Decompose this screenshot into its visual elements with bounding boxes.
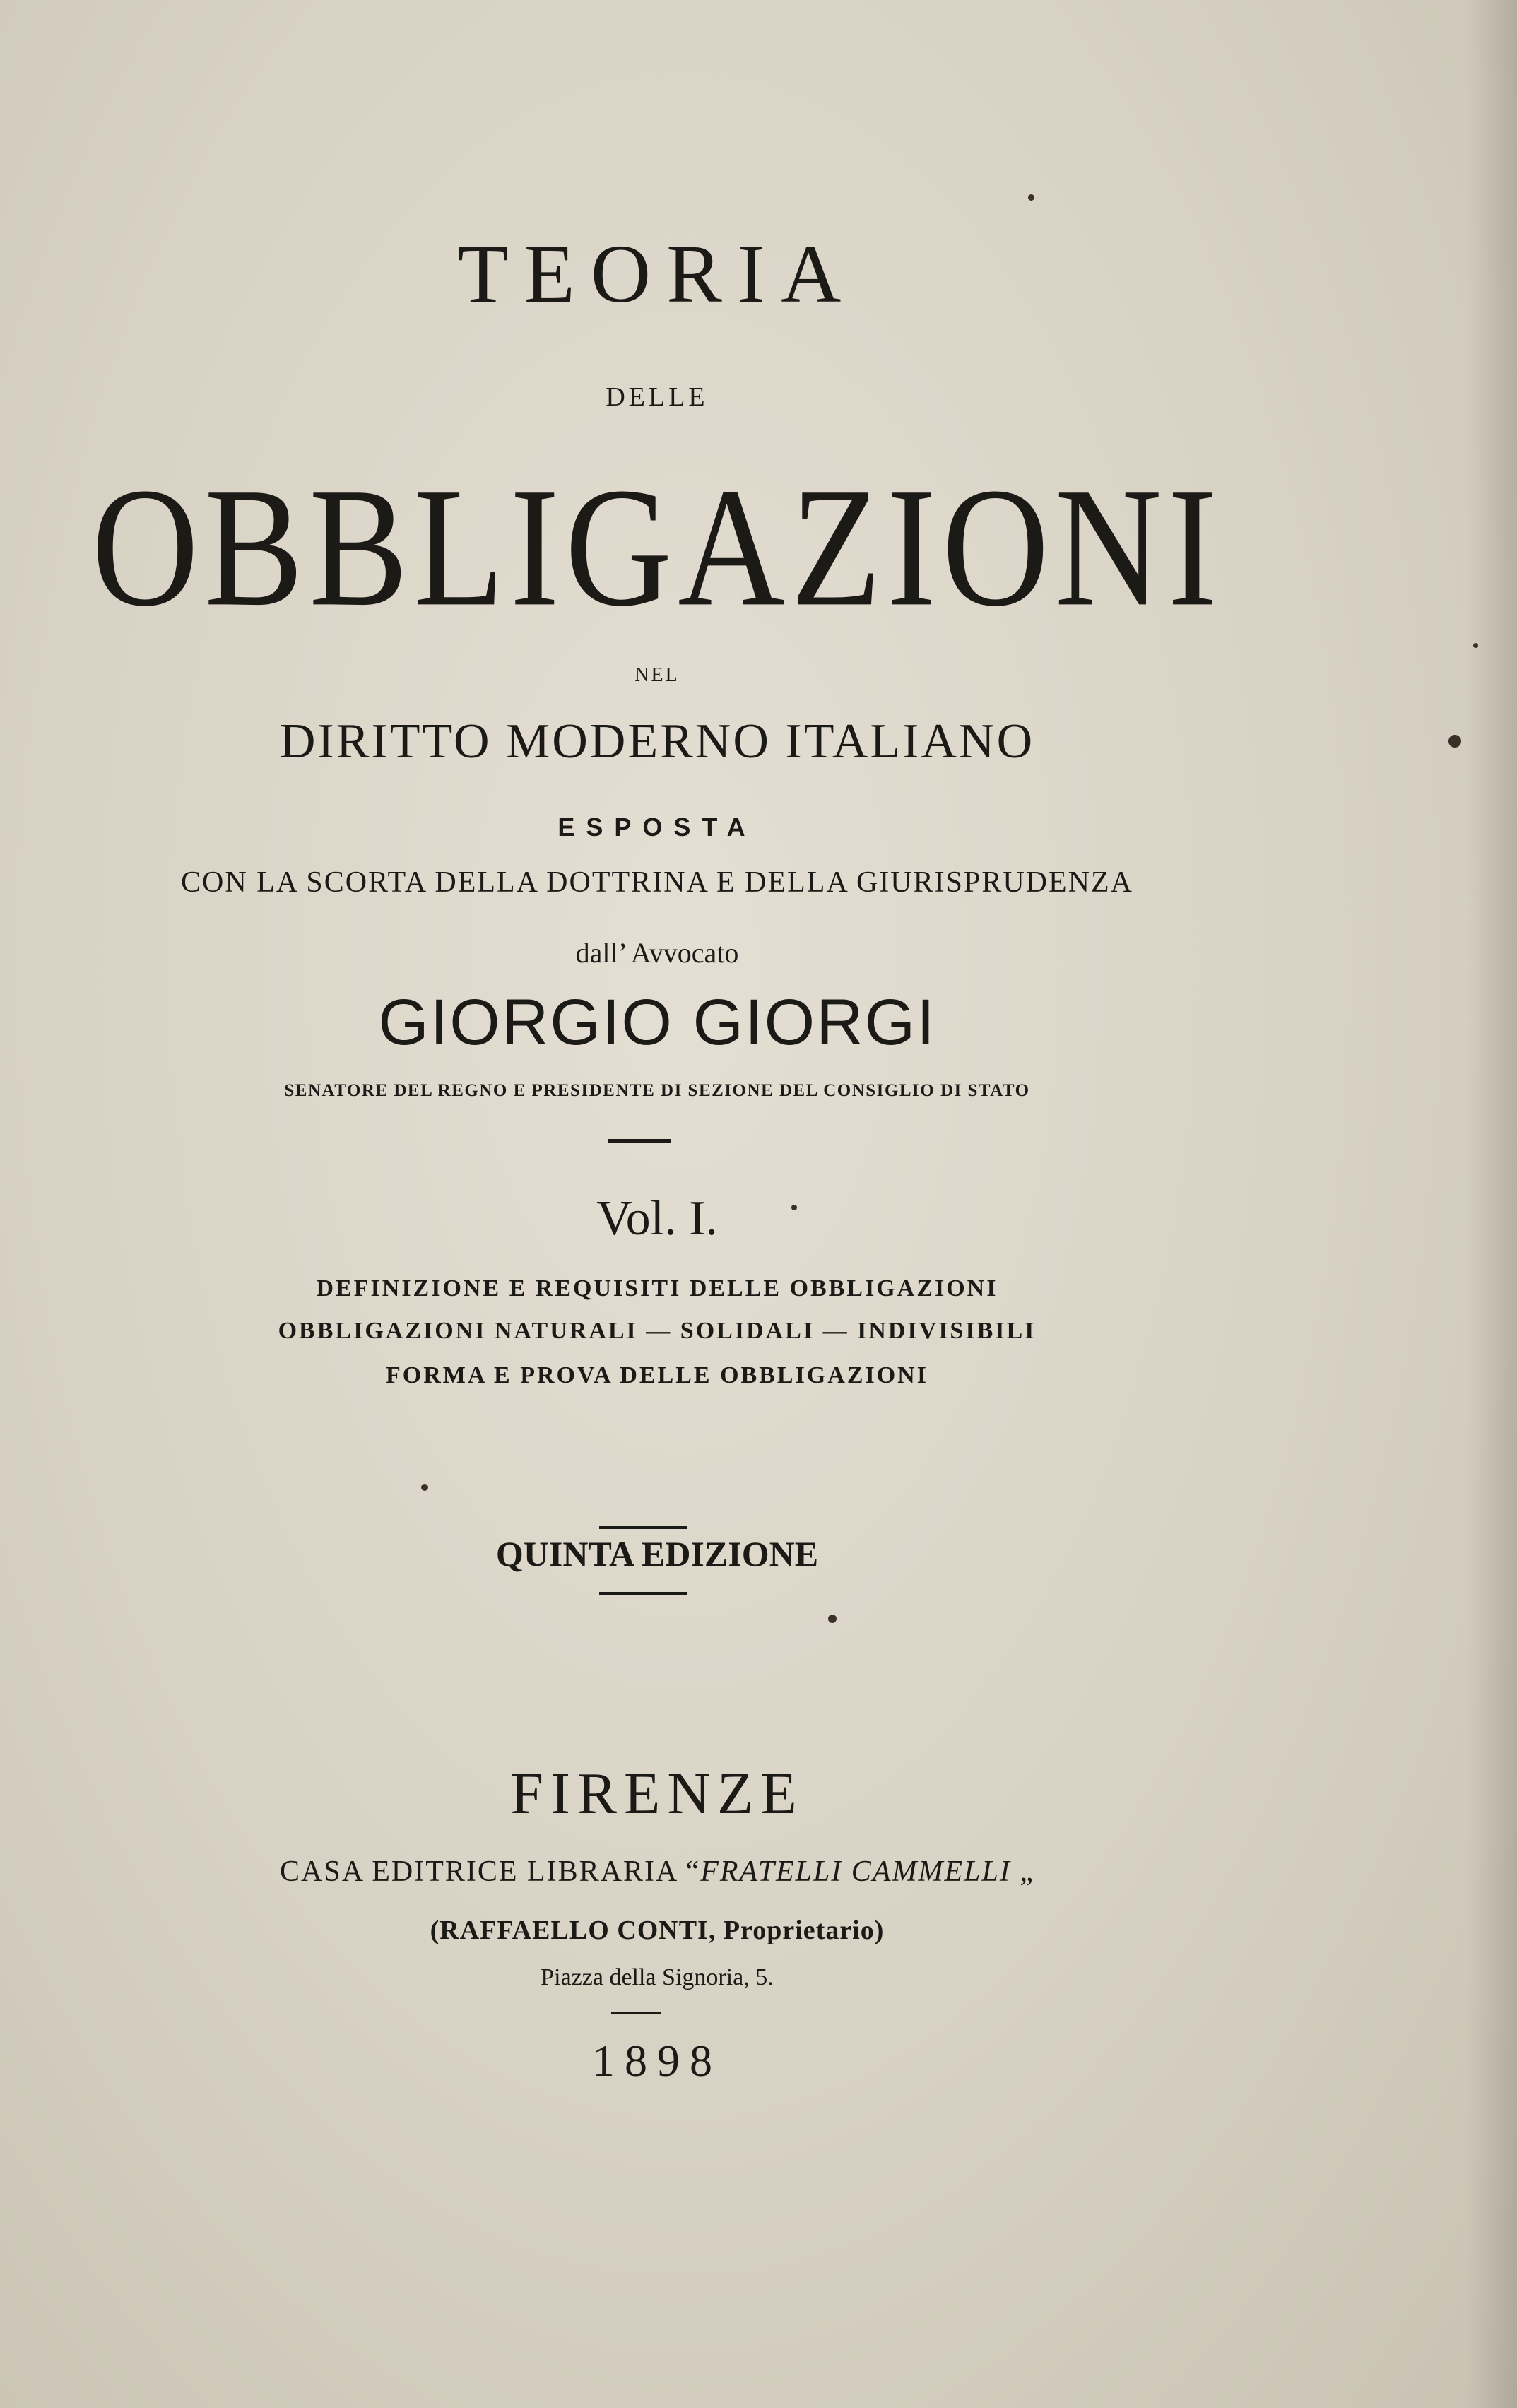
title-delle: DELLE (606, 382, 709, 412)
title-line-obbligazioni: OBBLIGAZIONI (91, 453, 1223, 642)
contents-line: OBBLIGAZIONI NATURALI — SOLIDALI — INDIVISIBILI (278, 1318, 1037, 1344)
foxing-spot (421, 1484, 428, 1491)
title-line-diritto: DIRITTO MODERNO ITALIANO (279, 714, 1035, 769)
publication-year: 1898 (592, 2036, 722, 2086)
foxing-spot (1448, 735, 1461, 748)
contents-line: DEFINIZIONE E REQUISITI DELLE OBBLIGAZIONI (316, 1275, 998, 1302)
foxing-spot (828, 1615, 837, 1623)
publisher-owner: (RAFFAELLO CONTI, Proprietario) (430, 1916, 885, 1945)
publisher-name: FRATELLI CAMMELLI (700, 1855, 1011, 1888)
foxing-spot (1473, 643, 1478, 648)
foxing-spot (791, 1205, 797, 1210)
separator-rule (608, 1139, 671, 1143)
avvocato-label: dall’ Avvocato (575, 937, 739, 969)
edition-rule-top (599, 1526, 687, 1529)
title-nel: NEL (634, 664, 680, 686)
author-title: SENATORE DEL REGNO E PRESIDENTE DI SEZIONE DEL CONSIGLIO DI STATO (284, 1081, 1030, 1100)
contents-line: FORMA E PROVA DELLE OBBLIGAZIONI (386, 1362, 928, 1388)
edition-rule-bottom (599, 1592, 687, 1595)
publisher-prefix: CASA EDITRICE LIBRARIA “ (280, 1855, 701, 1888)
author-name: GIORGIO GIORGI (378, 986, 936, 1058)
volume-label: Vol. I. (596, 1191, 718, 1246)
publisher-line (0, 1855, 1314, 1889)
address-rule (611, 2012, 661, 2014)
esposta-label: ESPOSTA (557, 813, 757, 842)
title-line-teoria: TEORIA (457, 228, 857, 320)
scorta-line: CON LA SCORTA DELLA DOTTRINA E DELLA GIURISPRUDENZA (181, 866, 1133, 899)
foxing-spot (1028, 194, 1034, 201)
publication-city: FIRENZE (510, 1761, 804, 1826)
publisher-address: Piazza della Signoria, 5. (541, 1964, 774, 1990)
edition-label: QUINTA EDIZIONE (495, 1534, 819, 1574)
publisher-suffix: „ (1010, 1855, 1034, 1888)
